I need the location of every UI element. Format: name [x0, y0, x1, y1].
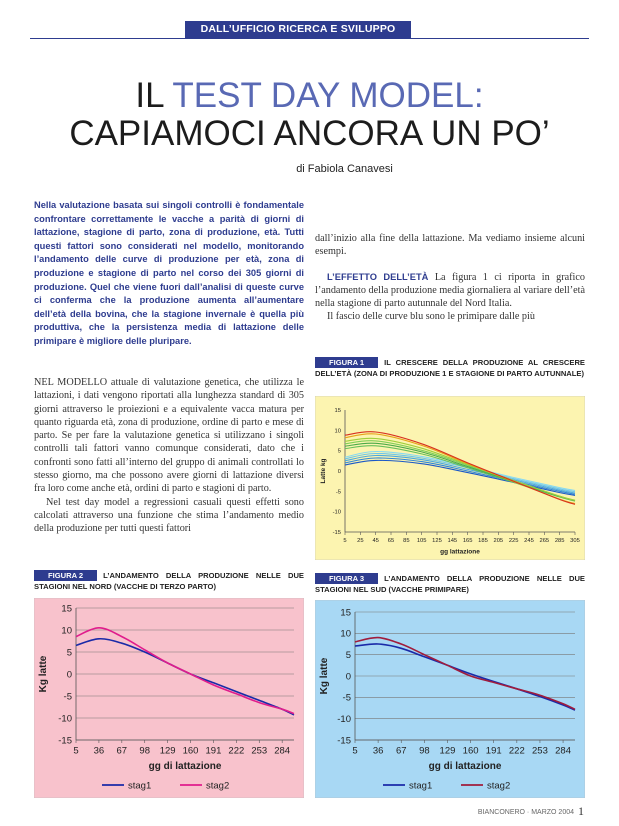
x-tick-label: 265 — [539, 537, 550, 544]
x-tick-label: 160 — [462, 745, 479, 757]
y-tick-label: 5 — [337, 448, 341, 455]
chart-figure-2-svg — [34, 598, 304, 798]
x-tick-label: 284 — [555, 745, 571, 757]
x-tick-label: 185 — [478, 537, 488, 544]
x-tick-label: 25 — [357, 537, 364, 544]
y-tick-label: 10 — [340, 628, 351, 640]
page-number: 1 — [578, 804, 584, 818]
x-tick-label: 191 — [205, 745, 222, 757]
y-tick-label: 10 — [61, 625, 72, 637]
x-axis-label: gg di lattazione — [148, 761, 222, 772]
section-banner: DALL’UFFICIO RICERCA E SVILUPPO — [185, 21, 411, 38]
y-tick-label: -5 — [335, 489, 341, 496]
banner-rule — [30, 38, 589, 39]
figure-caption-text: IL CRESCERE DELLA PRODUZIONE AL CRESCERE DELL’ETÀ (ZONA DI PRODUZIONE 1 E STAGIONE DI PARTO AUTUNNALE) — [315, 358, 585, 378]
figure-caption-text: L’ANDAMENTO DELLA PRODUZIONE NELLE DUE STAGIONI NEL SUD (VACCHE PRIMIPARE) — [315, 574, 585, 594]
y-tick-label: 5 — [345, 649, 351, 661]
chart-figure-2 — [34, 598, 304, 798]
x-tick-label: 36 — [93, 745, 105, 757]
x-tick-label: 5 — [352, 745, 358, 757]
y-tick-label: 10 — [334, 428, 341, 435]
x-tick-label: 36 — [372, 745, 384, 757]
y-tick-label: -15 — [337, 735, 351, 747]
y-axis-label: Kg latte — [38, 655, 49, 693]
body-paragraph — [315, 271, 585, 311]
y-tick-label: -5 — [342, 692, 351, 704]
title-accent: TEST DAY MODEL: — [172, 76, 484, 115]
y-tick-label: 0 — [66, 669, 72, 681]
figure-tag: FIGURA 1 — [315, 357, 378, 368]
figure-caption-text: L’ANDAMENTO DELLA PRODUZIONE NELLE DUE STAGIONI NEL NORD (VACCHE DI TERZO PARTO) — [34, 571, 304, 591]
y-tick-label: -15 — [58, 735, 72, 747]
x-tick-label: 222 — [228, 745, 245, 757]
y-tick-label: -5 — [63, 691, 72, 703]
column-left — [34, 376, 304, 536]
x-tick-label: 67 — [395, 745, 407, 757]
x-tick-label: 85 — [403, 537, 410, 544]
body-text: La figura 1 ci riporta in grafico l’andamento della produzione media giornaliera al variare dell’età nella stagione di parto autunnale del Nord Italia. — [315, 271, 585, 310]
x-tick-label: 65 — [387, 537, 395, 544]
x-tick-label: 253 — [532, 745, 548, 757]
y-tick-label: 15 — [334, 408, 341, 415]
lead-paragraph: Nella valutazione basata sui singoli controlli è fondamentale confrontare correttamente le vacche a parità di giorni di lattazione, stagione di parto, zona di produzione, età. Tutti questi fattori sono considerati nel modello, monitorando l’andamento delle curve di produzione per età, zona di produzione e stagione di parto nel corso dei 305 giorni di produzione. Quel che viene fuori dall’analisi di queste curve ci conferma che la produzione aumenta all’aumentare dell’età della bovina, che la stagione invernale è quella più produttiva, che la persistenza media di lattazione delle primipare è migliore delle pluripare. — [34, 200, 304, 346]
x-tick-label: 205 — [493, 537, 504, 544]
x-tick-label: 129 — [159, 745, 176, 757]
y-tick-label: -10 — [337, 713, 351, 725]
column-right — [315, 232, 585, 324]
y-tick-label: 15 — [340, 607, 351, 619]
page-footer — [478, 804, 584, 819]
x-tick-label: 245 — [524, 537, 534, 544]
legend-label: stag2 — [487, 780, 511, 792]
y-axis-label: Kg latte — [319, 657, 330, 695]
x-tick-label: 67 — [116, 745, 128, 757]
x-tick-label: 105 — [416, 537, 427, 544]
chart-figure-1-svg — [315, 396, 585, 560]
x-tick-label: 191 — [485, 745, 502, 757]
y-tick-label: -15 — [332, 530, 341, 537]
figure-1-caption — [315, 357, 585, 379]
x-tick-label: 222 — [508, 745, 525, 757]
body-paragraph: NEL MODELLO attuale di valutazione genetica, che utilizza le lattazioni, i dati vengono riportati alla lunghezza standard di 305 giorni attraverso le proiezioni e a equivalente vacca matura per quanto riguarda età, zona di produzione, ordine di parto e mese di parto. Se per fare la valutazione genetica si utilizzano i singoli controlli tali fattori vanno comunque considerati, dato che i confronti sono fatti all’interno del gruppo di animali controllati lo stesso giorno, ma che possono avere giorni di lattazione diversi fra loro come anche età, ordini di parto e stagioni di parto. — [34, 377, 304, 495]
x-axis-label: gg lattazione — [440, 548, 480, 556]
x-tick-label: 98 — [139, 745, 151, 757]
chart-background — [315, 396, 585, 560]
x-tick-label: 225 — [508, 537, 519, 544]
y-tick-label: 0 — [337, 469, 341, 476]
body-paragraph: Nel test day model a regressioni casuali questi effetti sono calcolati attraverso una funzione che stima l’andamento medio della produzione per tutti questi fattori — [34, 496, 304, 535]
legend-label: stag1 — [128, 780, 152, 792]
article-title-line2: CAPIAMOCI ANCORA UN PO’ — [69, 114, 550, 153]
body-paragraph: dall’inizio alla fine della lattazione. Ma vediamo insieme alcuni esempi. — [315, 233, 585, 258]
x-tick-label: 129 — [439, 745, 456, 757]
y-tick-label: 0 — [345, 671, 351, 683]
chart-figure-3 — [315, 600, 585, 798]
body-paragraph: Il fascio delle curve blu sono le primipare dalle più — [327, 311, 535, 323]
chart-figure-1 — [315, 396, 585, 560]
x-tick-label: 125 — [432, 537, 442, 544]
legend-label: stag2 — [206, 780, 230, 792]
x-tick-label: 45 — [372, 537, 379, 544]
legend-label: stag1 — [409, 780, 433, 792]
x-tick-label: 284 — [274, 745, 291, 757]
issue-label: BIANCONERO · MARZO 2004 — [477, 809, 574, 816]
figure-tag: FIGURA 3 — [315, 573, 378, 584]
y-tick-label: 5 — [66, 647, 72, 659]
x-tick-label: 145 — [447, 537, 458, 544]
y-tick-label: -10 — [332, 509, 341, 516]
x-tick-label: 160 — [182, 745, 199, 757]
figure-3-caption — [315, 573, 585, 595]
x-tick-label: 165 — [462, 537, 473, 544]
x-axis-label: gg di lattazione — [428, 761, 502, 772]
chart-figure-3-svg — [315, 600, 585, 798]
subhead: L’EFFETTO DELL’ETÀ — [327, 271, 429, 282]
y-tick-label: 15 — [61, 603, 72, 615]
x-tick-label: 98 — [419, 745, 430, 757]
y-axis-label: Latte kg — [320, 458, 327, 484]
x-tick-label: 5 — [343, 537, 347, 544]
x-tick-label: 285 — [554, 537, 565, 544]
x-tick-label: 5 — [73, 745, 79, 757]
figure-tag: FIGURA 2 — [34, 570, 97, 581]
y-tick-label: -10 — [58, 713, 72, 725]
article-title-line1 — [0, 76, 619, 116]
byline: di Fabiola Canavesi — [296, 163, 393, 175]
x-tick-label: 305 — [570, 537, 580, 544]
title-plain: IL — [135, 76, 173, 115]
figure-2-caption — [34, 570, 304, 592]
x-tick-label: 253 — [251, 745, 268, 757]
